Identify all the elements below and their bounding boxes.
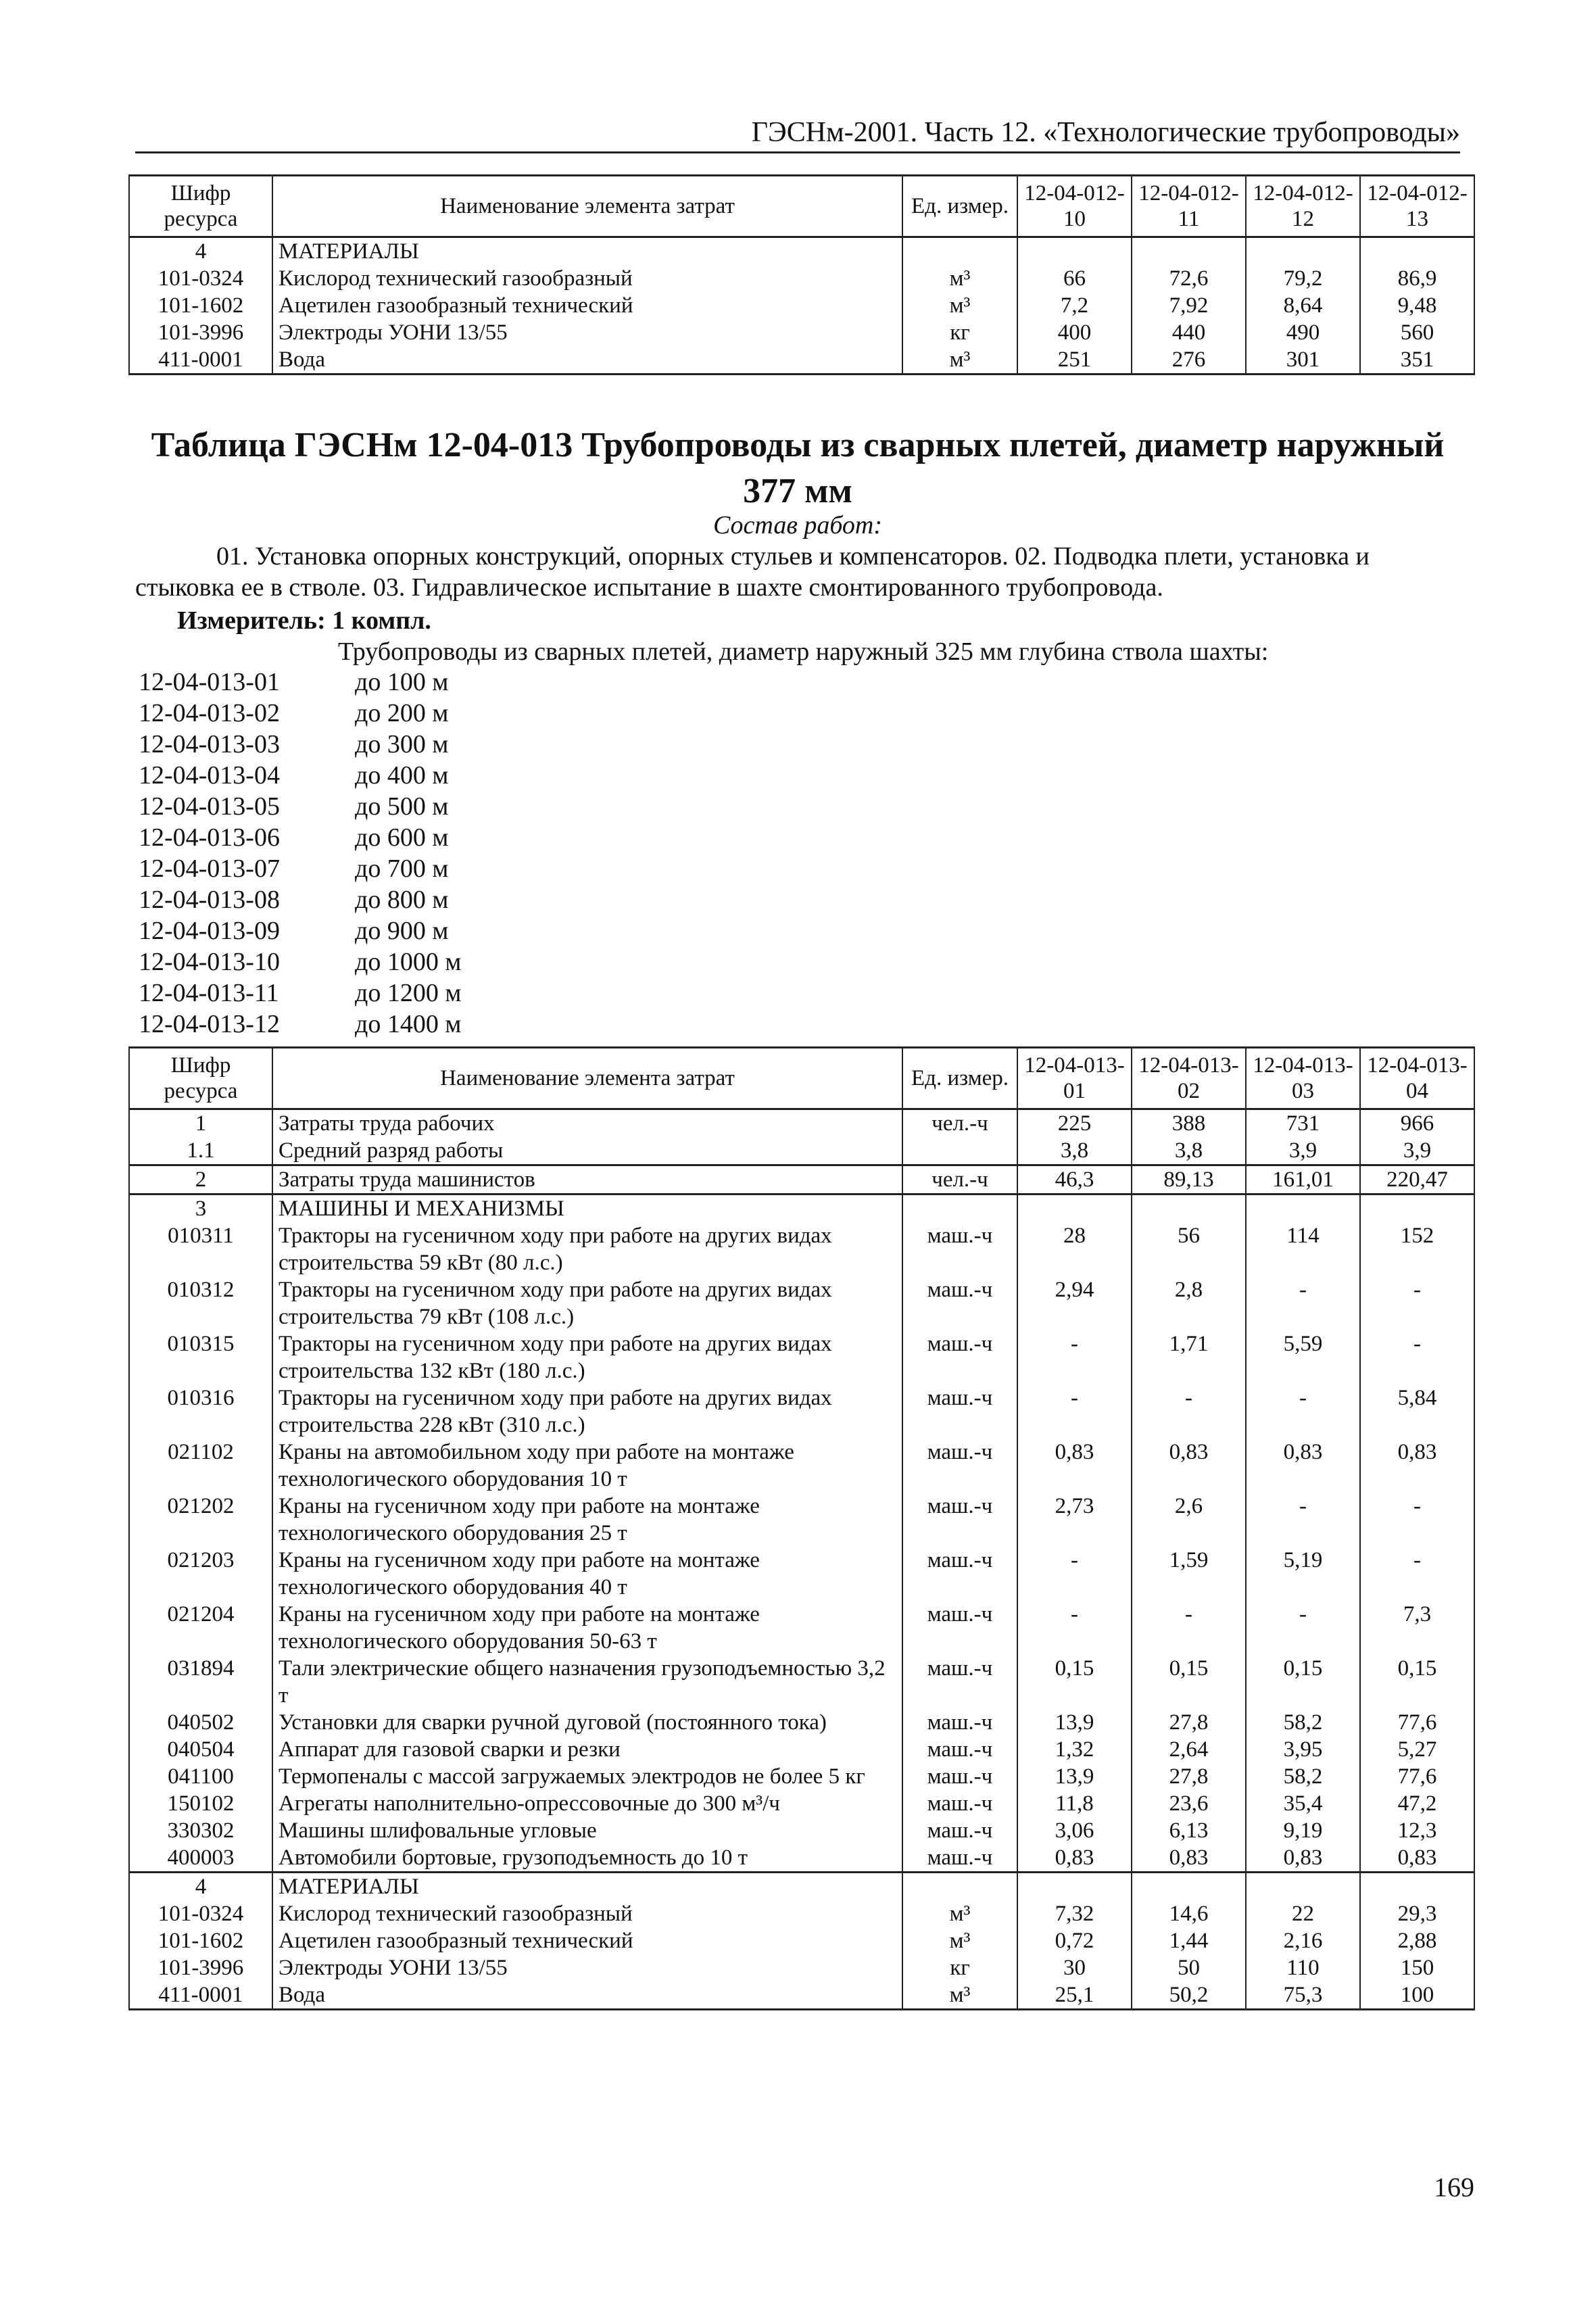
table-row bbox=[129, 1655, 1474, 1709]
resource-unit: маш.-ч bbox=[902, 1384, 1017, 1439]
variant-item bbox=[139, 729, 461, 760]
header-column: 12-04-012-12 bbox=[1246, 176, 1360, 237]
resource-name: Кислород технический газообразный bbox=[272, 1900, 902, 1927]
table-row bbox=[129, 1736, 1474, 1763]
value-cell: - bbox=[1246, 1493, 1360, 1547]
value-cell bbox=[1132, 1873, 1246, 1901]
table-row bbox=[129, 1137, 1474, 1165]
resource-unit: маш.-ч bbox=[902, 1709, 1017, 1736]
resource-unit: м³ bbox=[902, 1981, 1017, 2010]
resource-code: 021203 bbox=[129, 1547, 272, 1601]
value-cell: 77,6 bbox=[1360, 1709, 1474, 1736]
table-row bbox=[129, 1817, 1474, 1844]
header-column: 12-04-012-13 bbox=[1360, 176, 1474, 237]
value-cell: 1,32 bbox=[1017, 1736, 1132, 1763]
resource-unit: маш.-ч bbox=[902, 1655, 1017, 1709]
resource-name: Вода bbox=[272, 1981, 902, 2010]
resource-name: Машины шлифовальные угловые bbox=[272, 1817, 902, 1844]
value-cell: 14,6 bbox=[1132, 1900, 1246, 1927]
value-cell: 7,92 bbox=[1132, 292, 1246, 319]
value-cell: 1,44 bbox=[1132, 1927, 1246, 1954]
resource-name: Средний разряд работы bbox=[272, 1137, 902, 1165]
value-cell bbox=[1246, 237, 1360, 266]
running-header: ГЭСНм-2001. Часть 12. «Технологические трубопроводы» bbox=[135, 114, 1460, 153]
variant-label: до 400 м bbox=[355, 761, 449, 790]
variant-code: 12-04-013-08 bbox=[139, 886, 280, 914]
value-cell: 276 bbox=[1132, 346, 1246, 375]
value-cell bbox=[1132, 1195, 1246, 1223]
value-cell: - bbox=[1246, 1601, 1360, 1655]
value-cell: 150 bbox=[1360, 1954, 1474, 1981]
resource-table bbox=[128, 1046, 1475, 2010]
value-cell: 77,6 bbox=[1360, 1763, 1474, 1790]
header-column: 12-04-013-01 bbox=[1017, 1048, 1132, 1109]
resource-unit: м³ bbox=[902, 346, 1017, 375]
resource-name: Краны на автомобильном ходу при работе на монтаже технологического оборудования 10 т bbox=[272, 1439, 902, 1493]
value-cell: 22 bbox=[1246, 1900, 1360, 1927]
value-cell: 0,83 bbox=[1360, 1844, 1474, 1873]
value-cell: 3,9 bbox=[1360, 1137, 1474, 1165]
value-cell: 9,48 bbox=[1360, 292, 1474, 319]
value-cell: 225 bbox=[1017, 1109, 1132, 1138]
value-cell: 161,01 bbox=[1246, 1165, 1360, 1195]
resource-code: 4 bbox=[129, 237, 272, 266]
table-row bbox=[129, 1709, 1474, 1736]
value-cell: 25,1 bbox=[1017, 1981, 1132, 2010]
value-cell: 490 bbox=[1246, 319, 1360, 346]
resource-name: Тракторы на гусеничном ходу при работе на других видах строительства 132 кВт (180 л.с.) bbox=[272, 1330, 902, 1384]
header-name: Наименование элемента затрат bbox=[272, 1048, 902, 1109]
value-cell: 3,8 bbox=[1132, 1137, 1246, 1165]
variant-item bbox=[139, 791, 461, 822]
variant-label: до 1200 м bbox=[355, 979, 462, 1007]
value-cell: 2,73 bbox=[1017, 1493, 1132, 1547]
variant-item bbox=[139, 853, 461, 884]
table-row bbox=[129, 237, 1474, 266]
variant-code: 12-04-013-05 bbox=[139, 792, 280, 821]
variant-label: до 100 м bbox=[355, 668, 449, 696]
value-cell: 0,83 bbox=[1132, 1439, 1246, 1493]
value-cell: - bbox=[1132, 1384, 1246, 1439]
resource-name: Затраты труда машинистов bbox=[272, 1165, 902, 1195]
value-cell: 351 bbox=[1360, 346, 1474, 375]
value-cell: 400 bbox=[1017, 319, 1132, 346]
resource-code: 010316 bbox=[129, 1384, 272, 1439]
composition-heading: Состав работ: bbox=[712, 511, 883, 539]
value-cell: 0,83 bbox=[1246, 1439, 1360, 1493]
resource-code: 4 bbox=[129, 1873, 272, 1901]
resource-unit: маш.-ч bbox=[902, 1763, 1017, 1790]
value-cell: 79,2 bbox=[1246, 265, 1360, 292]
value-cell: 66 bbox=[1017, 265, 1132, 292]
table-row bbox=[129, 1981, 1474, 2010]
resource-unit: чел.-ч bbox=[902, 1109, 1017, 1138]
table-row bbox=[129, 1493, 1474, 1547]
value-cell: 388 bbox=[1132, 1109, 1246, 1138]
value-cell: 50 bbox=[1132, 1954, 1246, 1981]
variant-code: 12-04-013-12 bbox=[139, 1010, 280, 1038]
measure-unit: Измеритель: 1 компл. bbox=[177, 606, 431, 635]
value-cell bbox=[1017, 1873, 1132, 1901]
variant-item bbox=[139, 822, 461, 853]
value-cell: 6,13 bbox=[1132, 1817, 1246, 1844]
value-cell bbox=[1246, 1195, 1360, 1223]
table-row bbox=[129, 1763, 1474, 1790]
table-row bbox=[129, 346, 1474, 375]
value-cell: - bbox=[1360, 1493, 1474, 1547]
header-column: 12-04-013-02 bbox=[1132, 1048, 1246, 1109]
resource-unit: маш.-ч bbox=[902, 1493, 1017, 1547]
value-cell: 1,71 bbox=[1132, 1330, 1246, 1384]
variant-code: 12-04-013-06 bbox=[139, 823, 280, 852]
resource-code: 101-1602 bbox=[129, 1927, 272, 1954]
value-cell bbox=[1132, 237, 1246, 266]
resource-name: Краны на гусеничном ходу при работе на монтаже технологического оборудования 25 т bbox=[272, 1493, 902, 1547]
value-cell: 5,59 bbox=[1246, 1330, 1360, 1384]
value-cell: 0,15 bbox=[1017, 1655, 1132, 1709]
resource-name: Термопеналы с массой загружаемых электродов не более 5 кг bbox=[272, 1763, 902, 1790]
variant-code: 12-04-013-04 bbox=[139, 761, 280, 790]
value-cell: 2,64 bbox=[1132, 1736, 1246, 1763]
resource-unit: маш.-ч bbox=[902, 1547, 1017, 1601]
resource-code: 040502 bbox=[129, 1709, 272, 1736]
resource-code: 101-3996 bbox=[129, 1954, 272, 1981]
table-row bbox=[129, 265, 1474, 292]
value-cell: 100 bbox=[1360, 1981, 1474, 2010]
value-cell: 0,15 bbox=[1132, 1655, 1246, 1709]
resource-code: 101-1602 bbox=[129, 292, 272, 319]
value-cell: 89,13 bbox=[1132, 1165, 1246, 1195]
variant-label: до 1400 м bbox=[355, 1010, 462, 1038]
value-cell: 47,2 bbox=[1360, 1790, 1474, 1817]
header-code: Шифр ресурса bbox=[129, 176, 272, 237]
value-cell: 30 bbox=[1017, 1954, 1132, 1981]
value-cell bbox=[1360, 1873, 1474, 1901]
value-cell: 7,32 bbox=[1017, 1900, 1132, 1927]
table-row bbox=[129, 1330, 1474, 1384]
variant-item bbox=[139, 946, 461, 978]
resource-name: Электроды УОНИ 13/55 bbox=[272, 319, 902, 346]
value-cell: 220,47 bbox=[1360, 1165, 1474, 1195]
table-title: Таблица ГЭСНм 12-04-013 Трубопроводы из сварных плетей, диаметр наружный 377 мм bbox=[151, 426, 1445, 510]
resource-code: 031894 bbox=[129, 1655, 272, 1709]
resource-unit: м³ bbox=[902, 292, 1017, 319]
header-column: 12-04-012-10 bbox=[1017, 176, 1132, 237]
value-cell: 2,16 bbox=[1246, 1927, 1360, 1954]
resource-unit: маш.-ч bbox=[902, 1276, 1017, 1330]
value-cell: 3,9 bbox=[1246, 1137, 1360, 1165]
resource-name: Автомобили бортовые, грузоподъемность до 10 т bbox=[272, 1844, 902, 1873]
table-row bbox=[129, 1601, 1474, 1655]
variant-item bbox=[139, 760, 461, 791]
resource-code: 400003 bbox=[129, 1844, 272, 1873]
value-cell: - bbox=[1246, 1276, 1360, 1330]
variant-code: 12-04-013-03 bbox=[139, 730, 280, 758]
value-cell: 27,8 bbox=[1132, 1709, 1246, 1736]
value-cell: - bbox=[1360, 1330, 1474, 1384]
table-row bbox=[129, 1165, 1474, 1195]
value-cell: 114 bbox=[1246, 1222, 1360, 1276]
resource-unit: маш.-ч bbox=[902, 1222, 1017, 1276]
value-cell: 58,2 bbox=[1246, 1763, 1360, 1790]
value-cell: 0,72 bbox=[1017, 1927, 1132, 1954]
resource-unit: м³ bbox=[902, 265, 1017, 292]
variant-label: до 700 м bbox=[355, 854, 449, 883]
value-cell: 0,83 bbox=[1360, 1439, 1474, 1493]
resource-unit: маш.-ч bbox=[902, 1736, 1017, 1763]
value-cell: 8,64 bbox=[1246, 292, 1360, 319]
value-cell bbox=[1017, 1195, 1132, 1223]
resource-unit bbox=[902, 1873, 1017, 1901]
variant-label: до 900 м bbox=[355, 917, 449, 945]
table-row bbox=[129, 1954, 1474, 1981]
resource-code: 021102 bbox=[129, 1439, 272, 1493]
value-cell: 9,19 bbox=[1246, 1817, 1360, 1844]
variant-item bbox=[139, 1009, 461, 1040]
value-cell: 731 bbox=[1246, 1109, 1360, 1138]
value-cell: 72,6 bbox=[1132, 265, 1246, 292]
value-cell: 11,8 bbox=[1017, 1790, 1132, 1817]
resource-name: Вода bbox=[272, 346, 902, 375]
value-cell: 46,3 bbox=[1017, 1165, 1132, 1195]
variant-item bbox=[139, 978, 461, 1009]
table-row bbox=[129, 1844, 1474, 1873]
value-cell: - bbox=[1132, 1601, 1246, 1655]
value-cell: 966 bbox=[1360, 1109, 1474, 1138]
resource-name: Аппарат для газовой сварки и резки bbox=[272, 1736, 902, 1763]
resource-code: 041100 bbox=[129, 1763, 272, 1790]
value-cell: 3,95 bbox=[1246, 1736, 1360, 1763]
value-cell bbox=[1360, 1195, 1474, 1223]
resource-code: 010312 bbox=[129, 1276, 272, 1330]
value-cell: 2,6 bbox=[1132, 1493, 1246, 1547]
page-number: 169 bbox=[1434, 2172, 1474, 2202]
resource-name: Ацетилен газообразный технический bbox=[272, 292, 902, 319]
value-cell: 5,27 bbox=[1360, 1736, 1474, 1763]
composition-text: 01. Установка опорных конструкций, опорных стульев и компенсаторов. 02. Подводка плети, установка и стыковка ее в стволе. 03. Гидравлическое испытание в шахте смонтированного трубопровода. bbox=[135, 542, 1370, 602]
resource-unit bbox=[902, 1137, 1017, 1165]
value-cell: - bbox=[1017, 1547, 1132, 1601]
variants-list bbox=[139, 667, 461, 1040]
value-cell: 7,3 bbox=[1360, 1601, 1474, 1655]
resource-code: 411-0001 bbox=[129, 1981, 272, 2010]
resource-code: 101-0324 bbox=[129, 265, 272, 292]
resource-name: Установки для сварки ручной дуговой (постоянного тока) bbox=[272, 1709, 902, 1736]
variant-code: 12-04-013-10 bbox=[139, 948, 280, 976]
header-column: 12-04-013-03 bbox=[1246, 1048, 1360, 1109]
resource-unit: кг bbox=[902, 319, 1017, 346]
resource-name: Электроды УОНИ 13/55 bbox=[272, 1954, 902, 1981]
table-row bbox=[129, 1384, 1474, 1439]
value-cell: 0,83 bbox=[1017, 1844, 1132, 1873]
value-cell bbox=[1360, 237, 1474, 266]
value-cell: 86,9 bbox=[1360, 265, 1474, 292]
materials-table-continued bbox=[128, 174, 1475, 375]
value-cell: 12,3 bbox=[1360, 1817, 1474, 1844]
value-cell: 29,3 bbox=[1360, 1900, 1474, 1927]
table-row bbox=[129, 319, 1474, 346]
resource-unit: маш.-ч bbox=[902, 1790, 1017, 1817]
variant-item bbox=[139, 915, 461, 946]
variant-label: до 800 м bbox=[355, 886, 449, 914]
header-name: Наименование элемента затрат bbox=[272, 176, 902, 237]
value-cell: 58,2 bbox=[1246, 1709, 1360, 1736]
resource-code: 3 bbox=[129, 1195, 272, 1223]
value-cell: 0,83 bbox=[1017, 1439, 1132, 1493]
variant-label: до 200 м bbox=[355, 699, 449, 727]
table-row bbox=[129, 1927, 1474, 1954]
table-row bbox=[129, 1222, 1474, 1276]
resource-unit: маш.-ч bbox=[902, 1330, 1017, 1384]
value-cell: 440 bbox=[1132, 319, 1246, 346]
table-row bbox=[129, 1195, 1474, 1223]
variant-code: 12-04-013-07 bbox=[139, 854, 280, 883]
value-cell: - bbox=[1246, 1384, 1360, 1439]
header-unit: Ед. измер. bbox=[902, 1048, 1017, 1109]
variant-label: до 1000 м bbox=[355, 948, 462, 976]
variant-label: до 500 м bbox=[355, 792, 449, 821]
value-cell: 23,6 bbox=[1132, 1790, 1246, 1817]
value-cell: 2,88 bbox=[1360, 1927, 1474, 1954]
value-cell: 0,15 bbox=[1360, 1655, 1474, 1709]
resource-code: 101-3996 bbox=[129, 319, 272, 346]
value-cell: 2,8 bbox=[1132, 1276, 1246, 1330]
resource-code: 330302 bbox=[129, 1817, 272, 1844]
value-cell: 1,59 bbox=[1132, 1547, 1246, 1601]
value-cell: 0,15 bbox=[1246, 1655, 1360, 1709]
value-cell: - bbox=[1360, 1547, 1474, 1601]
resource-name: Кислород технический газообразный bbox=[272, 265, 902, 292]
resource-name: Краны на гусеничном ходу при работе на монтаже технологического оборудования 40 т bbox=[272, 1547, 902, 1601]
value-cell: 28 bbox=[1017, 1222, 1132, 1276]
resource-code: 101-0324 bbox=[129, 1900, 272, 1927]
resource-name: Агрегаты наполнительно-опрессовочные до 300 м³/ч bbox=[272, 1790, 902, 1817]
value-cell: 251 bbox=[1017, 346, 1132, 375]
resource-code: 010315 bbox=[129, 1330, 272, 1384]
resource-name: Тракторы на гусеничном ходу при работе на других видах строительства 59 кВт (80 л.с.) bbox=[272, 1222, 902, 1276]
resource-unit bbox=[902, 237, 1017, 266]
table-row bbox=[129, 1873, 1474, 1901]
value-cell bbox=[1017, 237, 1132, 266]
variant-code: 12-04-013-09 bbox=[139, 917, 280, 945]
value-cell: 3,06 bbox=[1017, 1817, 1132, 1844]
resource-name: Тракторы на гусеничном ходу при работе на других видах строительства 228 кВт (310 л.с.) bbox=[272, 1384, 902, 1439]
resource-unit: маш.-ч bbox=[902, 1844, 1017, 1873]
resource-name: Затраты труда рабочих bbox=[272, 1109, 902, 1138]
resource-name: Ацетилен газообразный технический bbox=[272, 1927, 902, 1954]
value-cell: 110 bbox=[1246, 1954, 1360, 1981]
variant-label: до 300 м bbox=[355, 730, 449, 758]
value-cell: 152 bbox=[1360, 1222, 1474, 1276]
value-cell: - bbox=[1017, 1330, 1132, 1384]
resource-code: 411-0001 bbox=[129, 346, 272, 375]
resource-name: Краны на гусеничном ходу при работе на монтаже технологического оборудования 50-63 т bbox=[272, 1601, 902, 1655]
table-row bbox=[129, 292, 1474, 319]
value-cell: 5,19 bbox=[1246, 1547, 1360, 1601]
resource-code: 021204 bbox=[129, 1601, 272, 1655]
value-cell: 35,4 bbox=[1246, 1790, 1360, 1817]
table-row bbox=[129, 1276, 1474, 1330]
value-cell: 0,83 bbox=[1132, 1844, 1246, 1873]
resource-unit: м³ bbox=[902, 1927, 1017, 1954]
resource-name: МАТЕРИАЛЫ bbox=[272, 237, 902, 266]
resource-code: 1.1 bbox=[129, 1137, 272, 1165]
resource-unit: чел.-ч bbox=[902, 1165, 1017, 1195]
value-cell: 7,2 bbox=[1017, 292, 1132, 319]
value-cell: - bbox=[1360, 1276, 1474, 1330]
header-column: 12-04-012-11 bbox=[1132, 176, 1246, 237]
value-cell bbox=[1246, 1873, 1360, 1901]
header-column: 12-04-013-04 bbox=[1360, 1048, 1474, 1109]
resource-unit: кг bbox=[902, 1954, 1017, 1981]
resource-name: Тали электрические общего назначения грузоподъемностью 3,2 т bbox=[272, 1655, 902, 1709]
variant-code: 12-04-013-02 bbox=[139, 699, 280, 727]
resource-unit: м³ bbox=[902, 1900, 1017, 1927]
resource-unit: маш.-ч bbox=[902, 1439, 1017, 1493]
value-cell: 13,9 bbox=[1017, 1709, 1132, 1736]
variant-item bbox=[139, 667, 461, 698]
value-cell: 75,3 bbox=[1246, 1981, 1360, 2010]
value-cell: 0,83 bbox=[1246, 1844, 1360, 1873]
value-cell: 27,8 bbox=[1132, 1763, 1246, 1790]
variant-label: до 600 м bbox=[355, 823, 449, 852]
resource-code: 040504 bbox=[129, 1736, 272, 1763]
resource-name: Тракторы на гусеничном ходу при работе на других видах строительства 79 кВт (108 л.с.) bbox=[272, 1276, 902, 1330]
table-row bbox=[129, 1109, 1474, 1138]
resource-code: 1 bbox=[129, 1109, 272, 1138]
table-row bbox=[129, 1790, 1474, 1817]
resource-name: МАШИНЫ И МЕХАНИЗМЫ bbox=[272, 1195, 902, 1223]
header-code: Шифр ресурса bbox=[129, 1048, 272, 1109]
value-cell: - bbox=[1017, 1384, 1132, 1439]
variants-caption: Трубопроводы из сварных плетей, диаметр наружный 325 мм глубина ствола шахты: bbox=[338, 637, 1269, 666]
table-row bbox=[129, 1439, 1474, 1493]
value-cell: 13,9 bbox=[1017, 1763, 1132, 1790]
value-cell: 5,84 bbox=[1360, 1384, 1474, 1439]
variant-item bbox=[139, 698, 461, 729]
variant-code: 12-04-013-01 bbox=[139, 668, 280, 696]
variant-item bbox=[139, 884, 461, 915]
table-row bbox=[129, 1900, 1474, 1927]
resource-code: 150102 bbox=[129, 1790, 272, 1817]
table-row bbox=[129, 1547, 1474, 1601]
resource-code: 010311 bbox=[129, 1222, 272, 1276]
value-cell: - bbox=[1017, 1601, 1132, 1655]
value-cell: 560 bbox=[1360, 319, 1474, 346]
variant-code: 12-04-013-11 bbox=[139, 979, 279, 1007]
resource-unit: маш.-ч bbox=[902, 1601, 1017, 1655]
value-cell: 56 bbox=[1132, 1222, 1246, 1276]
resource-code: 2 bbox=[129, 1165, 272, 1195]
header-unit: Ед. измер. bbox=[902, 176, 1017, 237]
value-cell: 301 bbox=[1246, 346, 1360, 375]
resource-code: 021202 bbox=[129, 1493, 272, 1547]
resource-unit: маш.-ч bbox=[902, 1817, 1017, 1844]
resource-name: МАТЕРИАЛЫ bbox=[272, 1873, 902, 1901]
value-cell: 50,2 bbox=[1132, 1981, 1246, 2010]
value-cell: 2,94 bbox=[1017, 1276, 1132, 1330]
resource-unit bbox=[902, 1195, 1017, 1223]
value-cell: 3,8 bbox=[1017, 1137, 1132, 1165]
